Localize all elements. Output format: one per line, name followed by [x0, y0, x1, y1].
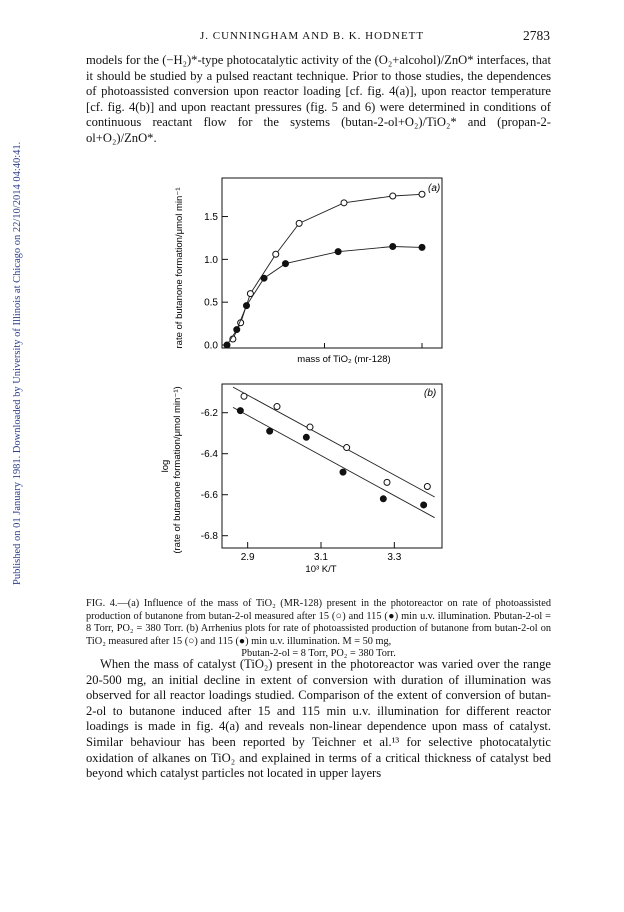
panel-b-frame — [222, 384, 442, 548]
panel-b-xtick-label: 3.1 — [314, 552, 328, 563]
figure-caption — [86, 598, 551, 661]
panel-b-filled-point — [237, 408, 243, 414]
panel-b-ylabel-line2: (rate of butanone formation/μmol min⁻¹) — [172, 386, 183, 554]
panel-b-open-point — [241, 393, 247, 399]
panel-a-filled-point — [244, 303, 250, 309]
figure-caption-end: Pbutan-2-ol = 8 Torr, PO₂ = 380 Torr. — [241, 648, 396, 660]
panel-a-filled-point — [234, 327, 240, 333]
panel-a-ytick-label: 1.0 — [204, 254, 218, 266]
panel-b-ylabel-line1: log — [160, 459, 171, 473]
panel-a-open-point — [273, 251, 279, 257]
panel-b-open-point — [307, 424, 313, 430]
panel-b-open-point — [274, 404, 280, 410]
panel-a-filled-point — [390, 244, 396, 250]
running-head: J. CUNNINGHAM AND B. K. HODNETT — [200, 30, 425, 42]
figure-4-plots — [140, 160, 460, 590]
panel-b-filled-point — [340, 469, 346, 475]
figure-caption-text: FIG. 4.—(a) Influence of the mass of TiO₂ (MR-128) present in the photoreactor on rate of photoassisted production of butanone from butan-2-ol measured after 15 (○) and 115 (●) min u.v. illumination. Pbutan-2-ol = 8 Torr, PO₂ = 380 Torr. (b) Arrhenius plots for rate of photoassisted production of butanone from butan-2-ol on TiO₂ measured after 15 (○) and 115 (●) min u.v. illumination. M = 50 mg, — [86, 598, 551, 647]
panel-a-series-line — [227, 247, 422, 346]
panel-b-xtick-label: 3.3 — [387, 552, 402, 563]
panel-b-open-point — [384, 479, 390, 485]
panel-b-fit-line — [233, 407, 435, 517]
panel-b-ytick-label: -6.8 — [200, 531, 218, 543]
paragraph-1-text: models for the (−H₂)*-type photocatalytic activity of the (O₂+alcohol)/ZnO* interfaces, that it should be studied by a pulsed reactant technique. Prior to those studies, the dependences of photoassisted conversion upon reactor loading [cf. fig. 4(a)], upon reactor temperature [cf. fig. 4(b)] and upon reactant pressures (fig. 5 and 6) were determined in conditions of continuous reactant flow for the systems (butan-2-ol+O₂)/TiO₂* and (propan-2-ol+O₂)/ZnO*. — [86, 53, 551, 145]
panel-b-filled-point — [303, 434, 309, 440]
panel-a-open-point — [341, 200, 347, 206]
panel-a-ylabel: rate of butanone formation/μmol min⁻¹ — [174, 187, 185, 349]
panel-a-series-line — [233, 194, 422, 339]
page-number: 2783 — [523, 28, 550, 43]
panel-a-ytick-label: 0.0 — [204, 340, 218, 352]
panel-a-filled-point — [224, 342, 230, 348]
panel-b-xtick-label: 2.9 — [240, 552, 255, 563]
panel-a-frame — [222, 178, 442, 348]
panel-a — [174, 178, 442, 365]
panel-a-filled-point — [261, 275, 267, 281]
panel-a-xlabel: mass of TiO₂ (mr-128) — [297, 354, 391, 365]
running-header — [0, 28, 624, 46]
panel-a-filled-point — [335, 249, 341, 255]
download-notice-text: Published on 01 January 1981. Downloaded by University of Illinois at Chicago on 22/10/2014 04:40:41. — [12, 141, 23, 585]
panel-b-fit-line — [233, 387, 435, 497]
panel-b — [160, 384, 442, 575]
panel-b-filled-point — [380, 496, 386, 502]
paragraph-1 — [86, 53, 551, 147]
panel-b-ytick-label: -6.2 — [200, 408, 218, 420]
panel-a-ytick-label: 1.5 — [204, 212, 218, 224]
panel-b-filled-point — [421, 502, 427, 508]
panel-a-filled-point — [419, 244, 425, 250]
panel-a-ytick-label: 0.5 — [204, 297, 218, 309]
panel-a-open-point — [419, 191, 425, 197]
panel-b-xlabel: 10³ K/T — [305, 564, 337, 575]
download-notice — [10, 80, 24, 600]
panel-a-open-point — [390, 193, 396, 199]
panel-b-label: (b) — [424, 388, 437, 399]
paragraph-2-text: When the mass of catalyst (TiO₂) present in the photoreactor was varied over the range 20-500 mg, an initial decline in extent of conversion with duration of illumination was observed for all reactor loadings studied. Comparison of the extent of conversion of butan-2-ol to butanone induced after 15 and 115 min u.v. illumination for different reactor loadings is made in fig. 4(a) and reveals non-linear dependence upon mass of catalyst. Similar behaviour has been reported by Teichner et al.¹³ for selective photocatalytic oxidation of alkanes on TiO₂ and explained in terms of a critical thickness of catalyst bed beyond which catalyst particles not located in upper layers — [86, 657, 551, 781]
panel-b-ytick-label: -6.4 — [200, 449, 218, 461]
panel-b-filled-point — [267, 428, 273, 434]
figure-4 — [140, 160, 460, 590]
paragraph-2 — [86, 657, 551, 782]
panel-b-ytick-label: -6.6 — [200, 490, 218, 502]
panel-a-filled-point — [283, 261, 289, 267]
panel-b-open-point — [344, 445, 350, 451]
panel-b-open-point — [424, 484, 430, 490]
panel-a-open-point — [296, 220, 302, 226]
panel-a-label: (a) — [428, 183, 441, 194]
